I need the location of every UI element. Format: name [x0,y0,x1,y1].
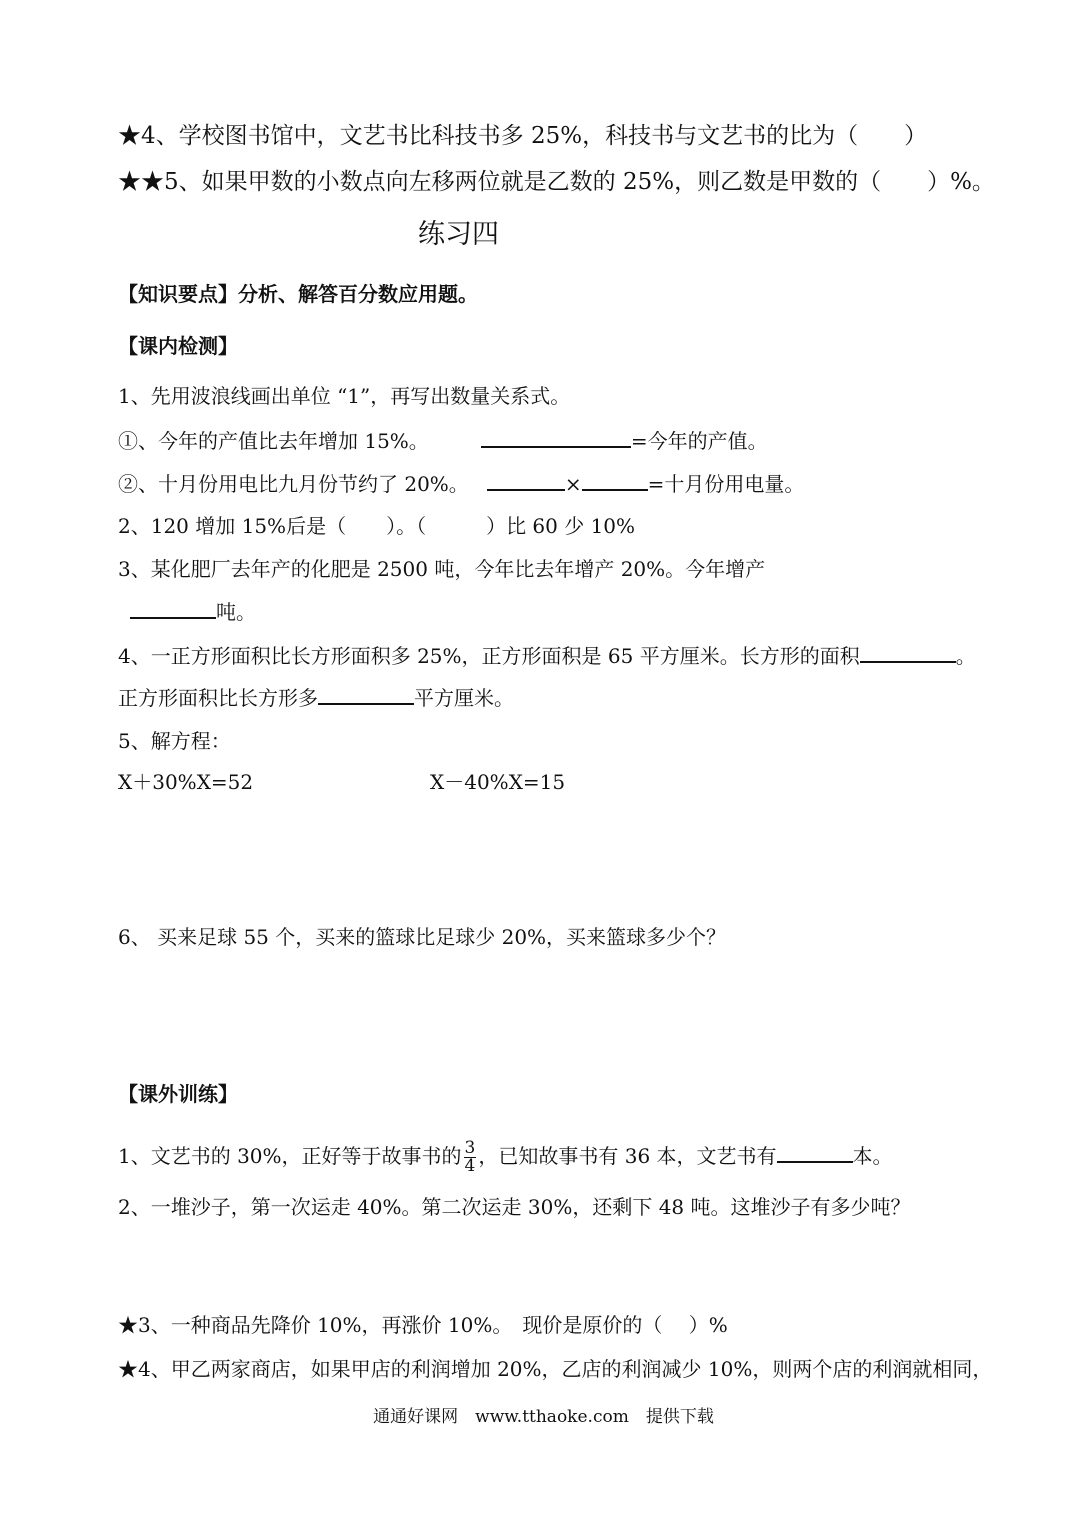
q4b-text: 正方形面积比长方形多 [118,686,318,710]
in-class-q2: 2、120 增加 15%后是（ ）。（ ）比 60 少 10% [118,514,636,538]
in-class-q3: 3、某化肥厂去年产的化肥是 2500 吨，今年比去年增产 20%。今年增产 [118,557,766,581]
knowledge-text: 分析、解答百分数应用题。 [238,282,478,306]
q1b-times: × [564,472,582,496]
in-class-q5: 5、解方程： [118,729,231,753]
ac-q1-tail: 本。 [852,1144,893,1168]
after-class-q1 [118,1140,893,1175]
q4-blank-2[interactable] [318,683,414,705]
after-class-heading: 【课外训练】 [118,1082,238,1106]
ac-q1-blank[interactable] [777,1141,853,1163]
q3-blank[interactable] [130,597,216,619]
q1b-text: ②、十月份用电比九月份节约了 20%。 [118,472,469,496]
in-class-q3-answer [130,597,256,626]
in-class-heading: 【课内检测】 [118,334,238,358]
in-class-q4b [118,683,514,712]
in-class-q1a [118,426,768,455]
q1b-tail: =十月份用电量。 [647,472,805,496]
after-class-q3: ★3、一种商品先降价 10%，再涨价 10%。 现价是原价的（ ）% [118,1313,728,1337]
in-class-q4 [118,641,976,670]
ac-q1-a: 1、文艺书的 30%，正好等于故事书的 [118,1144,462,1168]
in-class-q1b [118,469,804,498]
after-class-q4: ★4、甲乙两家商店，如果甲店的利润增加 20%，乙店的利润减少 10%，则两个店的利润就相同， [118,1357,993,1381]
after-class-q2: 2、一堆沙子，第一次运走 40%。第二次运走 30%，还剩下 48 吨。这堆沙子有多少吨？ [118,1195,911,1219]
knowledge-points [118,280,478,308]
in-class-q6: 6、 买来足球 55 个，买来的篮球比足球少 20%，买来篮球多少个？ [118,925,727,949]
q4-end: 。 [955,644,976,668]
q1b-blank-1[interactable] [487,469,565,491]
footer-source: 通通好课网 www.tthaoke.com 提供下载 [373,1407,714,1427]
prev-question-4: ★4、学校图书馆中，文艺书比科技书多 25%，科技书与文艺书的比为（ ） [118,123,928,149]
equation-1: X＋30%X=52 [118,770,254,794]
q1a-blank[interactable] [481,426,631,448]
q1a-text: ①、今年的产值比去年增加 15%。 [118,429,429,453]
ac-q1-b: ，已知故事书有 36 本，文艺书有 [478,1144,777,1168]
knowledge-label: 【知识要点】 [118,282,238,306]
q1b-blank-2[interactable] [582,469,648,491]
prev-question-5: ★★5、如果甲数的小数点向左移两位就是乙数的 25%，则乙数是甲数的（ ）%。 [118,169,995,195]
fraction-numerator: 3 [464,1138,476,1158]
fraction-denominator: 4 [464,1156,476,1176]
q3-tail: 吨。 [216,600,256,624]
in-class-q1: 1、先用波浪线画出单位 “1”，再写出数量关系式。 [118,384,571,408]
q4-text: 4、一正方形面积比长方形面积多 25%，正方形面积是 65 平方厘米。长方形的面积 [118,644,860,668]
q4-blank-1[interactable] [860,641,956,663]
section-title: 练习四 [418,219,499,250]
equation-2: X－40%X=15 [430,770,566,794]
fraction-three-quarters [464,1140,477,1175]
q4b-tail: 平方厘米。 [414,686,514,710]
q1a-tail: =今年的产值。 [630,429,768,453]
